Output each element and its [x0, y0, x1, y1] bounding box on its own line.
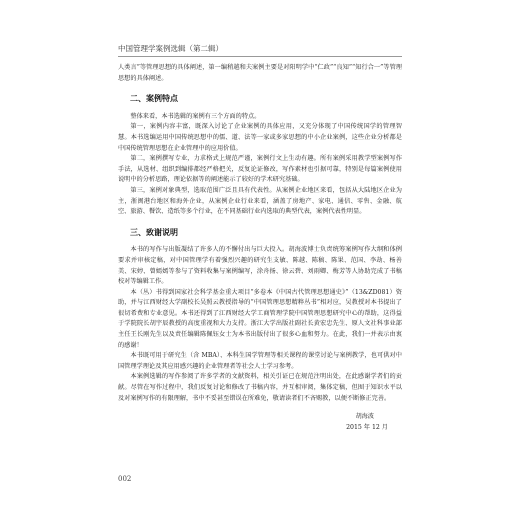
- page-number: 002: [118, 475, 132, 483]
- page-content: [118, 63, 402, 433]
- signature-date: 2015 年 12 月: [346, 423, 388, 431]
- paragraph: 本案例选辑的写作参阅了许多学者的文献资料，相关引证已在规范注明出处，在此感谢学者们的贡献。尽管在写作过程中，我们反复讨论和修改了书稿内容，并互相审阅，集体定稿，但囿于知识水平以及对案例写作的有限理解，书中不妥甚至错误在所难免，敬请读者们不吝赐教，以便不断修正完善。: [118, 373, 402, 402]
- paragraph: 本（丛）书得到国家社会科学基金重大项目“多卷本《中国古代管理思想通史》”（13&ZD081）资助，并与江西财经大学副校长吴照云教授指导的“中国管理思想精粹丛书”相对应，吴教授对本书提出了很切希费和专业意见。本书还得到了江西财经大学工商管理学院中国管理思想研究中心的帮助，这得益于学院院长胡宇辰教授的高度重视和大力支持。浙江大学出版社副社长黄宏忠先生、原人文社科事业部主任王长刚先生以及责任编辑陈佩钰女士为本书出版付出了很多心血和努力。在此，我们一并表示由衷的感谢！: [118, 288, 402, 349]
- running-header: 中国管理学案例选辑（第二辑）: [118, 44, 223, 53]
- intro-paragraph: 人类言”等管理思想的具体阐述，第一编稍越和夫案例主要是对阳明学中“仁政”“良知”“知行合一”等管理思想的具体阐述。: [118, 64, 402, 82]
- paragraph: 第三，案例对象典型，选取范围广泛且具有代表性。从案例企业地区来看，包括从大陆地区企业为主，浙闽港台地区和海外企业，从案例企业行业来看，涵盖了房地产、家电、通信、零售、金融、航空、旅游、餐饮、造纸等多个行业，在不同基础行业内选取的典型代表，案例代表性明显。: [118, 186, 402, 216]
- paragraph: 本书的写作与出版凝结了许多人的不懈付出与巨大投入。胡海波博士负责统筹案例写作大纲和体例要求并审核定稿，对中国管理学有着强烈兴趣的研究生支敏、陈越、陈稿、陈果、范国、李劫、杨善美、宋婷、曾嫣嫣等参与了资料收集与案例编写，涂舟扬、徐云碧、刘雨卿、梅芳等人协助完成了书稿校对等编辑工作。: [118, 246, 402, 286]
- paragraph: 整体来看，本书选辑的案例有三个方面的特点。: [130, 112, 261, 120]
- header-divider: [118, 56, 402, 57]
- section-heading-features: 二、案例特点: [130, 94, 178, 104]
- section-heading-acknowledgements: 三、致谢说明: [130, 227, 178, 237]
- paragraph: 第一，案例内容丰富，既深入讨论了企业案例的具体应用，又充分体现了中国传统国学的管理智慧。本书选编运用中国传统思想中的儒、道、法等一家或多家思想的中小企业案例，这些企业分析都是中国传统管理思想在企业管理中的应用价值。: [118, 123, 402, 152]
- paragraph: 第二，案例撰写专业，力求格式上规范严谨，案例行文上生动有趣。所有案例采用教学型案例写作手法，从选材、组织到编排都经严格把关，反复论证修改，写作素材也引据可靠，特别是每篇案例使用说明中的分析思路，理论依据等的阐述能示了较好的学术研究基础。: [118, 155, 402, 184]
- paragraph: 本书既可用于研究生（含 MBA）、本科生国学管理等相关课程的课堂讨论与案例教学，也可供对中国管理学理论及其应用感兴趣的企业管理者等社会人士学习参考。: [118, 352, 402, 370]
- author-signature: 胡海波: [355, 413, 374, 421]
